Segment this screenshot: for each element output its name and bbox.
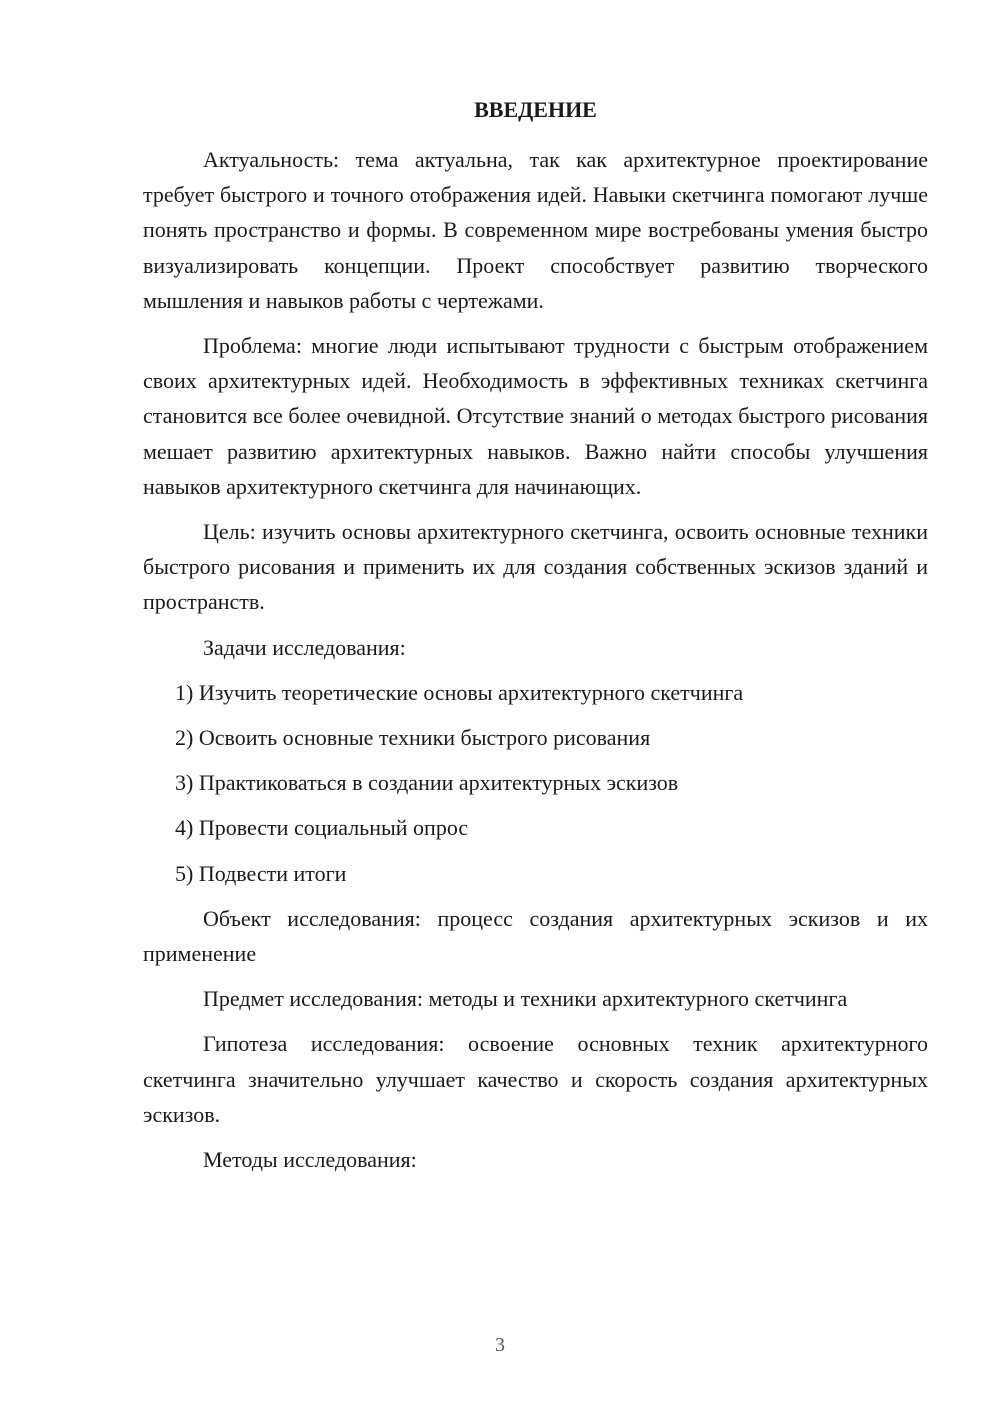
page-number: 3	[495, 1334, 505, 1356]
task-item: 3) Практиковаться в создании архитектурных эскизов	[175, 770, 679, 796]
task-item: 5) Подвести итоги	[175, 860, 347, 886]
hypothesis-paragraph: Гипотеза исследования: освоение основных техник архитектурного скетчинга значительно улучшает качество и скорость создания архитектурных эскизов.	[143, 1031, 928, 1127]
subject-paragraph: Предмет исследования: методы и техники архитектурного скетчинга	[203, 986, 848, 1012]
document-page	[143, 92, 928, 1187]
methods-label: Методы исследования:	[203, 1147, 417, 1173]
section-title: ВВЕДЕНИЕ	[474, 97, 597, 122]
task-item: 4) Провести социальный опрос	[175, 815, 469, 841]
object-paragraph: Объект исследования: процесс создания архитектурных эскизов и их применение	[143, 905, 928, 967]
task-item: 1) Изучить теоретические основы архитектурного скетчинга	[175, 679, 744, 705]
relevance-paragraph: Актуальность: тема актуальна, так как архитектурное проектирование требует быстрого и точного отображения идей. Навыки скетчинга помогают лучше понять пространство и формы. В современном мире востребованы умения быстро визуализировать концепции. Проект способствует развитию творческого мышления и навыков работы с чертежами.	[143, 147, 928, 313]
problem-paragraph: Проблема: многие люди испытывают трудности с быстрым отображением своих архитектурных идей. Необходимость в эффективных техниках скетчинга становится все более очевидной. Отсутствие знаний о методах быстрого рисования мешает развитию архитектурных навыков. Важно найти способы улучшения навыков архитектурного скетчинга для начинающих.	[143, 333, 928, 499]
tasks-label: Задачи исследования:	[203, 634, 406, 660]
tasks-list	[143, 675, 928, 891]
task-item: 2) Освоить основные техники быстрого рисования	[175, 725, 651, 751]
goal-paragraph: Цель: изучить основы архитектурного скетчинга, освоить основные техники быстрого рисования и применить их для создания собственных эскизов зданий и пространств.	[143, 519, 928, 615]
